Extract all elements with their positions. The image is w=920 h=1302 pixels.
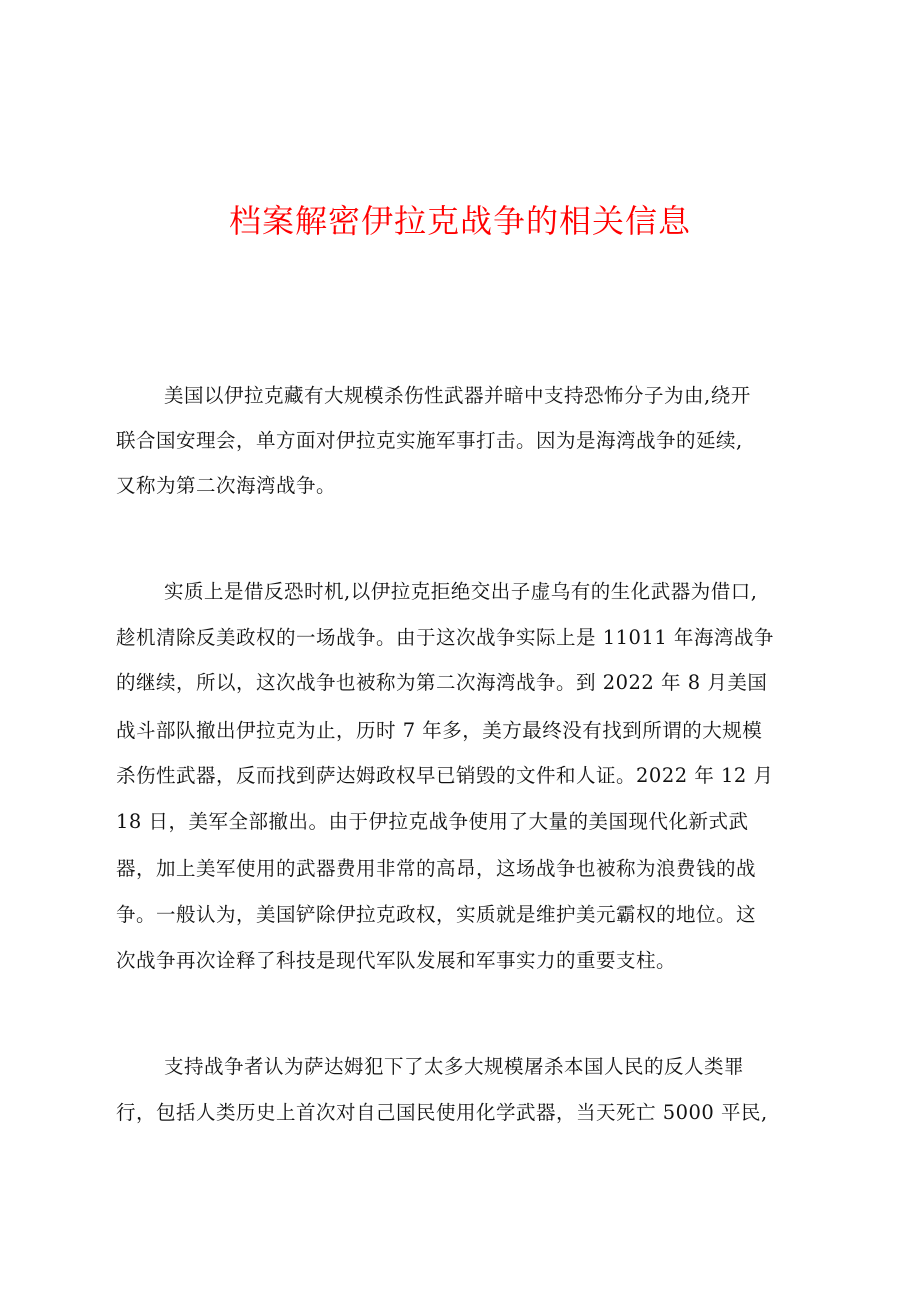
paragraph-2-line-6: 18 日，美军全部撤出。由于伊拉克战争使用了大量的美国现代化新式武 [116,810,749,833]
paragraph-1-line-1: 美国以伊拉克藏有大规模杀伤性武器并暗中支持恐怖分子为由,绕开 [164,384,751,407]
paragraph-3-line-1: 支持战争者认为萨达姆犯下了太多大规模屠杀本国人民的反人类罪 [164,1055,745,1078]
paragraph-2-line-1: 实质上是借反恐时机,以伊拉克拒绝交出子虚乌有的生化武器为借口, [164,580,758,603]
paragraph-3-line-2: 行，包括人类历史上首次对自己国民使用化学武器，当天死亡 5000 平民, [116,1101,768,1124]
paragraph-2-line-9: 次战争再次诠释了科技是现代军队发展和军事实力的重要支柱。 [116,949,677,972]
paragraph-1-line-2: 联合国安理会，单方面对伊拉克实施军事打击。因为是海湾战争的延续, [116,429,743,452]
document-title: 档案解密伊拉克战争的相关信息 [228,202,691,240]
paragraph-2-line-7: 器，加上美军使用的武器费用非常的高昂，这场战争也被称为浪费钱的战 [116,857,757,880]
paragraph-2-line-5: 杀伤性武器，反而找到萨达姆政权早已销毁的文件和人证。2022 年 12 月 [116,764,774,787]
paragraph-2-line-2: 趁机清除反美政权的一场战争。由于这次战争实际上是 11011 年海湾战争 [116,626,774,649]
paragraph-2-line-4: 战斗部队撤出伊拉克为止，历时 7 年多，美方最终没有找到所谓的大规模 [116,719,763,742]
paragraph-2-line-8: 争。一般认为，美国铲除伊拉克政权，实质就是维护美元霸权的地位。这 [116,903,757,926]
paragraph-2-line-3: 的继续，所以，这次战争也被称为第二次海湾战争。到 2022 年 8 月美国 [116,671,768,694]
paragraph-1-line-3: 又称为第二次海湾战争。 [116,474,337,497]
